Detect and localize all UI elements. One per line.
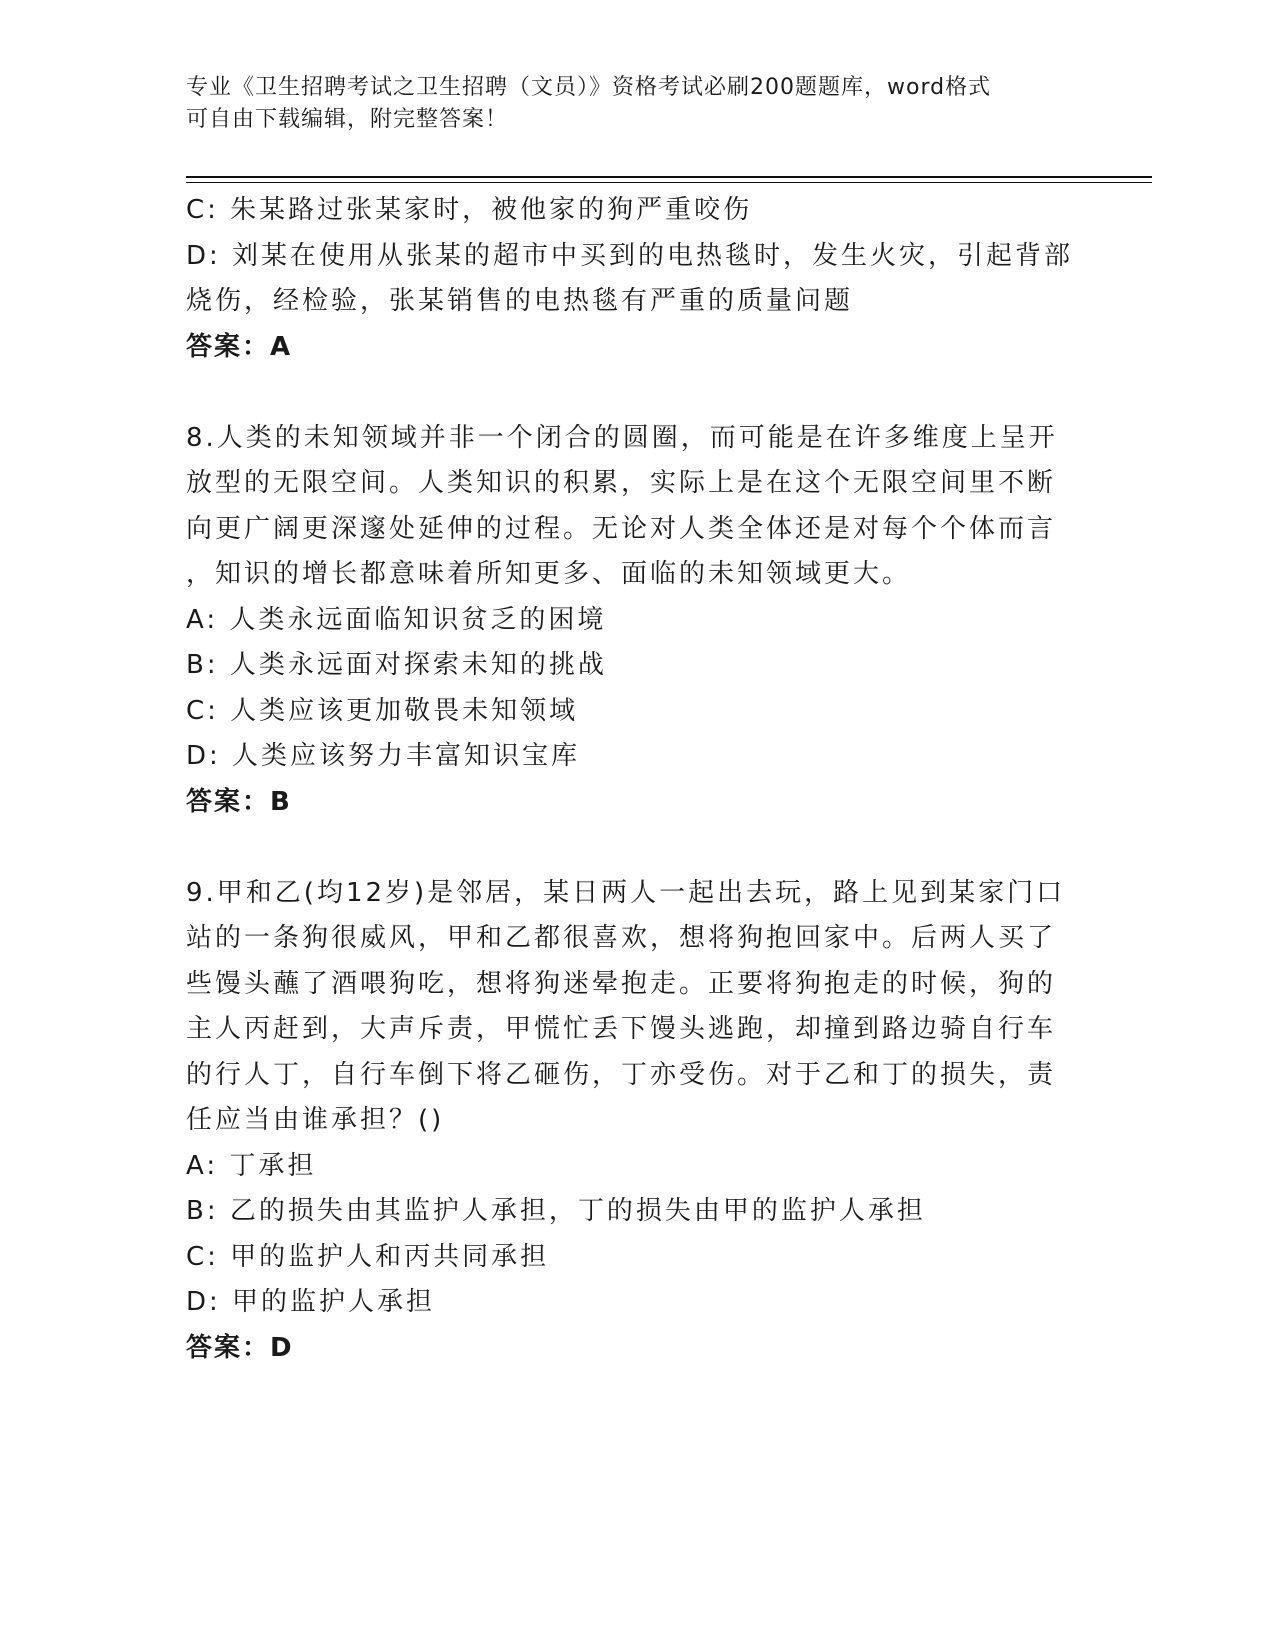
- header-divider-thick: [186, 176, 1152, 178]
- question-9-option-d: D: 甲的监护人承担: [186, 1287, 436, 1317]
- question-8-option-a: A: 人类永远面临知识贫乏的困境: [186, 604, 607, 635]
- spacer: [186, 370, 1086, 416]
- question-8-option-c: C: 人类应该更加敬畏未知领域: [186, 695, 579, 726]
- question-8-stem-line-3: 向更广阔更深邃处延伸的过程。无论对人类全体还是对每个个体而言: [186, 513, 1057, 544]
- question-content: [186, 188, 1086, 1371]
- question-9-stem-line-5: 的行人丁，自行车倒下将乙砸伤，丁亦受伤。对于乙和丁的损失，责: [186, 1059, 1057, 1090]
- document-header: [186, 72, 1066, 136]
- question-9-stem-line-1: 9.甲和乙(均12岁)是邻居，某日两人一起出去玩，路上见到某家门口: [186, 877, 1066, 908]
- question-9-block: [186, 871, 1086, 1372]
- question-8-option-d: D: 人类应该努力丰富知识宝库: [186, 741, 581, 771]
- question-9-stem-line-4: 主人丙赶到，大声斥责，甲慌忙丢下馒头逃跑，却撞到路边骑自行车: [186, 1014, 1057, 1044]
- question-8-stem-line-1: 8.人类的未知领域并非一个闭合的圆圈，而可能是在许多维度上呈开: [186, 422, 1058, 453]
- header-title-line-2: 可自由下载编辑，附完整答案！: [186, 107, 509, 132]
- question-8-option-b: B: 人类永远面对探索未知的挑战: [186, 650, 607, 680]
- question-8-block: [186, 416, 1086, 826]
- spacer: [186, 825, 1086, 871]
- question-7-block: [186, 188, 1086, 370]
- question-8-stem-line-2: 放型的无限空间。人类知识的积累，实际上是在这个无限空间里不断: [186, 468, 1057, 498]
- question-9-answer: 答案：D: [186, 1332, 294, 1363]
- question-9-stem-line-2: 站的一条狗很威风，甲和乙都很喜欢，想将狗抱回家中。后两人买了: [186, 923, 1057, 953]
- question-9-option-b: B: 乙的损失由其监护人承担，丁的损失由甲的监护人承担: [186, 1196, 926, 1226]
- question-7-option-d-line-1: D: 刘某在使用从张某的超市中买到的电热毯时，发生火灾，引起背部: [186, 240, 1074, 271]
- question-7-option-c: C: 朱某路过张某家时，被他家的狗严重咬伤: [186, 195, 753, 225]
- header-title-line-1: 专业《卫生招聘考试之卫生招聘（文员）》资格考试必刷200题题库，word格式: [186, 75, 992, 100]
- question-9-stem-line-3: 些馒头蘸了酒喂狗吃，想将狗迷晕抱走。正要将狗抱走的时候，狗的: [186, 968, 1057, 999]
- question-9-option-a: A: 丁承担: [186, 1150, 317, 1181]
- question-9-stem-line-6: 任应当由谁承担？(): [186, 1105, 445, 1135]
- question-8-answer: 答案：B: [186, 786, 292, 817]
- question-7-option-d-line-2: 烧伤，经检验，张某销售的电热毯有严重的质量问题: [186, 286, 854, 316]
- question-9-option-c: C: 甲的监护人和丙共同承担: [186, 1241, 550, 1272]
- header-divider-thin: [186, 182, 1152, 183]
- question-8-stem-line-4: ，知识的增长都意味着所知更多、面临的未知领域更大。: [186, 559, 912, 589]
- question-7-answer: 答案：A: [186, 331, 293, 362]
